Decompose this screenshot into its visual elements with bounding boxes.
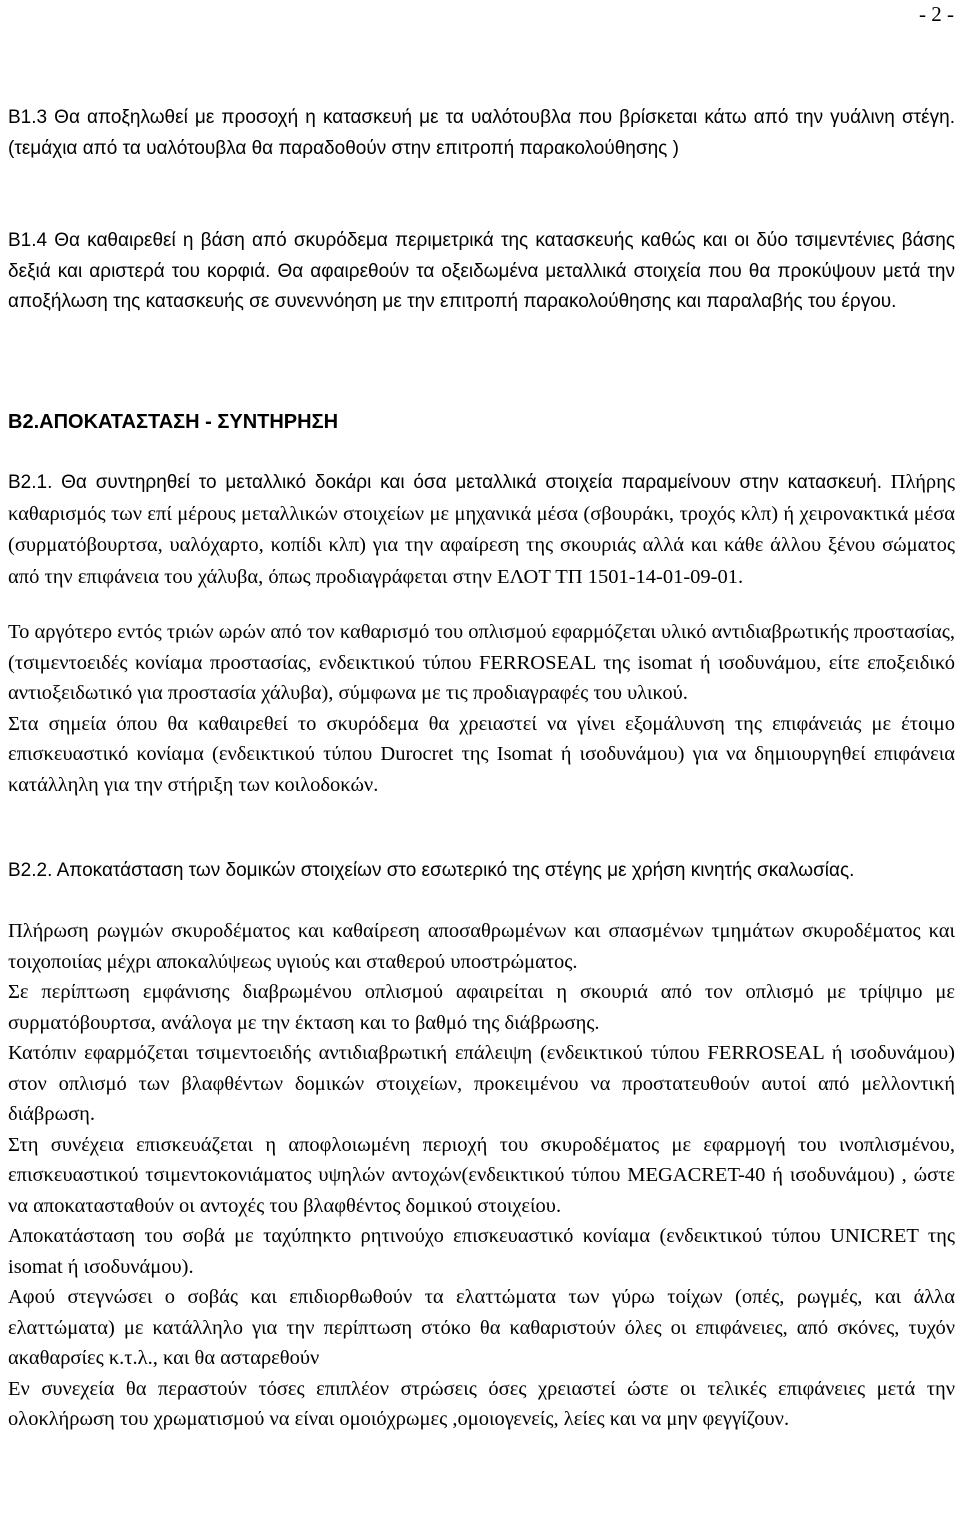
paragraph-b2-2-intro: Β2.2. Αποκατάσταση των δομικών στοιχείων στο εσωτερικό της στέγης με χρήση κινητής σκαλωσίας. [8, 860, 855, 881]
section-b2-2-body [8, 916, 955, 1435]
paragraph-b1-4: Β1.4 Θα καθαιρεθεί η βάση από σκυρόδεμα περιμετρικά της κατασκευής καθώς και οι δύο τσιμεντένιες βάσης δεξιά και αριστερά του κορφιά. Θα αφαιρεθούν τα οξειδωμένα μεταλλικά στοιχεία που θα προκύψουν μετά την αποξήλωση της κατασκευής σε συνεννόηση με την επιτροπή παρακολούθησης και παραλαβής του έργου. [8, 230, 955, 312]
paragraph-crack-filling: Πλήρωση ρωγμών σκυροδέματος και καθαίρεση αποσαθρωμένων και σπασμένων τμημάτων σκυροδέματος και τοιχοποιίας μέχρι αποκαλύψεως υγιούς και σταθερού υποστρώματος. [8, 920, 955, 973]
paragraph-plaster: Αποκατάσταση του σοβά με ταχύπηκτο ρητινούχο επισκευαστικό κονίαμα (ενδεικτικού τύπου UNICRET της isomat ή ισοδυνάμου). [8, 1225, 955, 1278]
paragraph-anticorrosion: Κατόπιν εφαρμόζεται τσιμεντοειδής αντιδιαβρωτική επάλειψη (ενδεικτικού τύπου FERROSEAL ή ισοδυνάμου) στον οπλισμό των βλαφθέντων δομικών στοιχείων, προκειμένου να προστατευθούν αυτοί από μελλοντική διάβρωση. [8, 1042, 955, 1125]
paragraph-b2-1 [8, 467, 955, 593]
heading-b2: Β2.ΑΠΟΚΑΤΑΣΤΑΣΗ - ΣΥΝΤΗΡΗΣΗ [8, 411, 339, 433]
paragraph-primer: Αφού στεγνώσει ο σοβάς και επιδιορθωθούν τα ελαττώματα των γύρω τοίχων (οπές, ρωγμές, και άλλα ελαττώματα) με κατάλληλο για την περίπτωση στόκο θα καθαριστούν όλες οι επιφάνειες, από σκόνες, τυχόν ακαθαρσίες κ.τ.λ., και θα ασταρεθούν [8, 1286, 955, 1369]
b2-1-intro: Β2.1. Θα συντηρηθεί το μεταλλικό δοκάρι και όσα μεταλλικά στοιχεία παραμείνουν στην κατασκευή. [8, 472, 883, 493]
paragraph-protection: Το αργότερο εντός τριών ωρών από τον καθαρισμό του οπλισμού εφαρμόζεται υλικό αντιδιαβρωτικής προστασίας, (τσιμεντοειδές κονίαμα προστασίας, ενδεικτικού τύπου FERROSEAL της isomat ή ισοδυνάμου, είτε εποξειδικό αντιοξειδωτικό για προστασία χάλυβα), σύμφωνα με τις προδιαγραφές του υλικού. [8, 621, 955, 704]
paragraph-rust-removal: Σε περίπτωση εμφάνισης διαβρωμένου οπλισμού αφαιρείται η σκουριά από τον οπλισμό με τρίψιμο με συρματόβουρτσα, ανάλογα με την έκταση και το βαθμό της διάβρωσης. [8, 981, 955, 1034]
section-b2-1 [8, 467, 955, 593]
section-b2-1-continued [8, 617, 955, 800]
b2-1-cleaning: Πλήρης καθαρισμός των επί μέρους μεταλλικών στοιχείων με μηχανικά μέσα (σβουράκι, τροχός κλπ) ή χειρονακτικά μέσα (συρματόβουρτσα, υαλόχαρτο, κοπίδι κλπ) για την αφαίρεση της σκουριάς αλλά και κάθε άλλου ξένου σώματος από την επιφάνεια του χάλυβα, όπως προδιαγράφεται στην ΕΛΟΤ ΤΠ 1501-14-01-09-01. [8, 471, 956, 588]
section-b2-2 [8, 856, 955, 887]
section-b1-3 [8, 103, 955, 164]
paragraph-repair: Στη συνέχεια επισκευάζεται η αποφλοιωμένη περιοχή του σκυροδέματος με εφαρμογή του ινοπλισμένου, επισκευαστικού τσιμεντοκονιάματος υψηλών αντοχών(ενδεικτικού τύπου MEGACRET-40 ή ισοδυνάμου) , ώστε να αποκατασταθούν οι αντοχές του βλαφθέντος δομικού στοιχείου. [8, 1133, 955, 1217]
paragraph-b1-3: Β1.3 Θα αποξηλωθεί με προσοχή η κατασκευή με τα υαλότουβλα που βρίσκεται κάτω από την γυάλινη στέγη. (τεμάχια από τα υαλότουβλα θα παραδοθούν στην επιτροπή παρακολούθησης ) [8, 107, 955, 159]
paragraph-finish-coats: Εν συνεχεία θα περαστούν τόσες επιπλέον στρώσεις όσες χρειαστεί ώστε οι τελικές επιφάνειες μετά την ολοκλήρωση του χρωματισμού να είναι ομοιόχρωμες ,ομοιογενείς, λείες και να μην φεγγίζουν. [8, 1377, 955, 1430]
paragraph-mortar: Στα σημεία όπου θα καθαιρεθεί το σκυρόδεμα θα χρειαστεί να γίνει εξομάλυνση της επιφάνειάς με έτοιμο επισκευαστικό κονίαμα (ενδεικτικού τύπου Durocret της Isomat ή ισοδυνάμου) για να δημιουργηθεί επιφάνεια κατάλληλη για την στήριξη των κοιλοδοκών. [8, 712, 955, 796]
section-b1-4 [8, 226, 955, 318]
page-number: - 2 - [919, 2, 954, 26]
